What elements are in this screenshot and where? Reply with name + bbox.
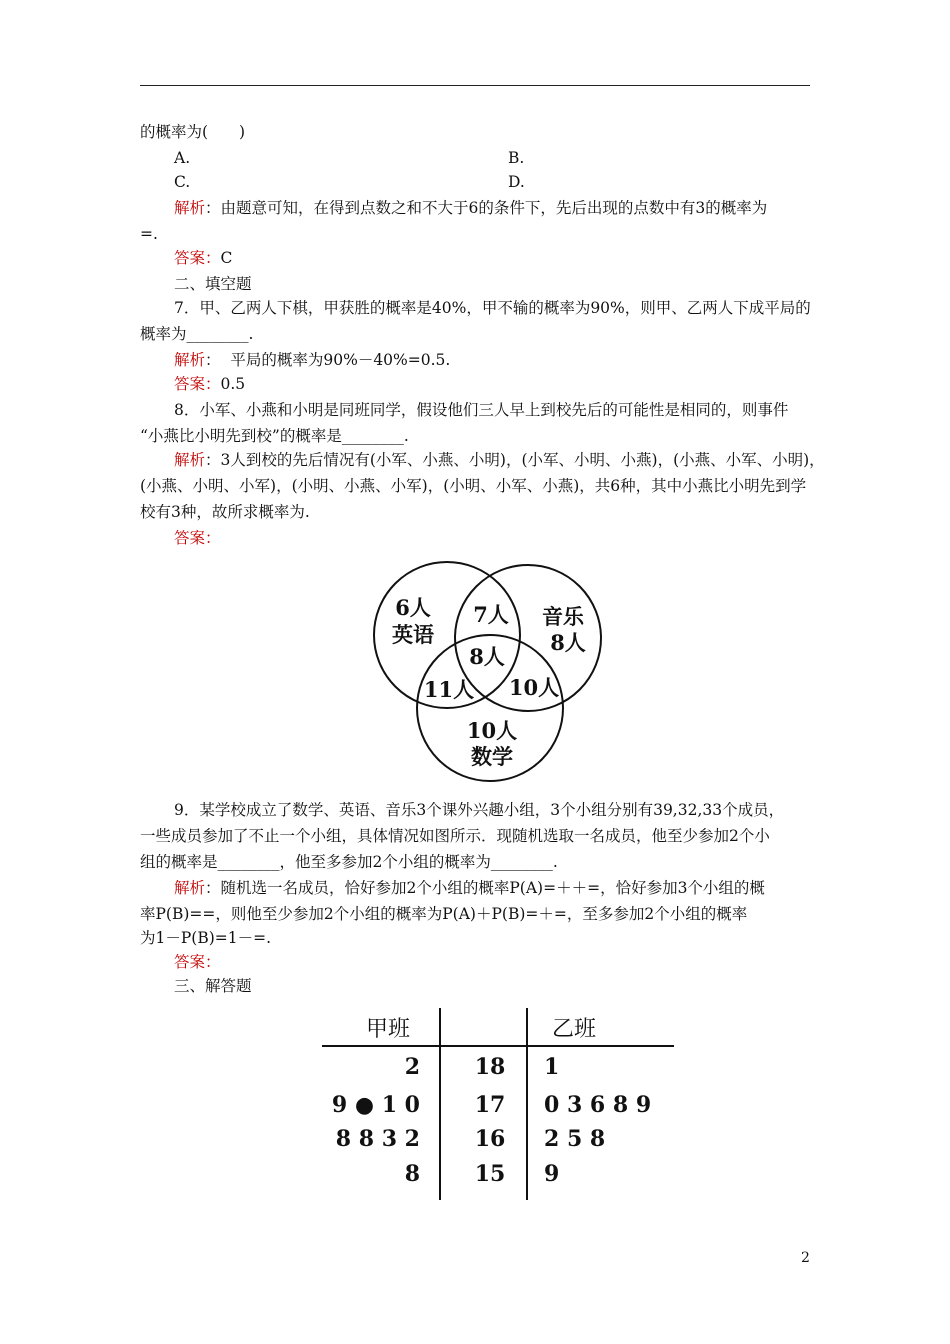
question-7-cont: 概率为________. — [140, 325, 254, 343]
music-count: 8人 — [550, 630, 586, 655]
english-math-count: 11人 — [423, 677, 475, 702]
answer-q6: 答案：C — [174, 249, 233, 267]
english-music-count: 7人 — [473, 602, 509, 627]
question-7: 7．甲、乙两人下棋，甲获胜的概率是40%，甲不输的概率为90%，则甲、乙两人下成平局的 — [174, 299, 811, 317]
row-18-stem: 18 — [474, 1054, 506, 1080]
answer-q9: 答案： — [174, 953, 221, 971]
section-solve: 三、解答题 — [174, 977, 252, 995]
all-three-count: 8人 — [469, 644, 505, 669]
option-d: D. — [508, 173, 525, 191]
row-15-right: 9 — [544, 1161, 560, 1187]
music-label: 音乐 — [542, 604, 584, 629]
math-label: 数学 — [471, 744, 513, 769]
question-9: 9．某学校成立了数学、英语、音乐3个课外兴趣小组，3个小组分别有39,32,33个成员， — [174, 801, 785, 819]
row-16-stem: 16 — [474, 1126, 506, 1152]
row-17-right: 0 3 6 8 9 — [544, 1092, 652, 1118]
row-15-stem: 15 — [474, 1161, 506, 1187]
row-16-left: 8 8 3 2 — [335, 1126, 420, 1152]
analysis-q9-line2: 率P(B)==，则他至少参加2个小组的概率为P(A)＋P(B)=＋=，至多参加2个小组的概率 — [140, 905, 748, 923]
answer-q8: 答案： — [174, 529, 221, 547]
option-b: B. — [508, 149, 525, 167]
analysis-q6-end: =. — [140, 225, 158, 243]
section-fill-blank: 二、填空题 — [174, 275, 252, 293]
option-a: A. — [174, 149, 191, 167]
english-label: 英语 — [392, 622, 434, 647]
row-18-right: 1 — [544, 1054, 560, 1080]
analysis-q9-line3: 为1－P(B)=1－=. — [140, 929, 272, 947]
question-9-cont: 一些成员参加了不止一个小组，具体情况如图所示．现随机选取一名成员，他至少参加2个小 — [140, 827, 770, 845]
math-count: 10人 — [466, 718, 518, 743]
question-6-tail: 的概率为( ) — [140, 123, 246, 141]
row-17-left: 9 ● 1 0 — [331, 1092, 420, 1118]
class-b-header: 乙班 — [551, 1017, 597, 1042]
analysis-q9: 解析：随机选一名成员，恰好参加2个小组的概率P(A)=＋＋=，恰好参加3个小组的概 — [174, 879, 765, 897]
row-16-right: 2 5 8 — [544, 1126, 606, 1152]
row-17-stem: 17 — [474, 1092, 506, 1118]
option-c: C. — [174, 173, 191, 191]
analysis-q7: 解析： 平局的概率为90%－40%=0.5. — [174, 351, 451, 369]
analysis-q8-line2: (小燕、小明、小军)，(小明、小燕、小军)，(小明、小军、小燕)，共6种，其中小燕比小明先到学 — [140, 477, 807, 495]
analysis-q6: 解析：由题意可知，在得到点数之和不大于6的条件下，先后出现的点数中有3的概率为 — [174, 199, 768, 217]
page-number: 2 — [801, 1250, 810, 1266]
analysis-q8: 解析：3人到校的先后情况有(小军、小燕、小明)，(小军、小明、小燕)，(小燕、小军、小明)， — [174, 451, 825, 469]
class-a-header: 甲班 — [365, 1017, 411, 1042]
answer-q7: 答案：0.5 — [174, 375, 246, 393]
row-15-left: 8 — [404, 1161, 420, 1187]
row-18-left: 2 — [404, 1054, 420, 1080]
music-math-count: 10人 — [508, 675, 560, 700]
stem-leaf-plot — [322, 1008, 678, 1202]
question-8: 8．小军、小燕和小明是同班同学，假设他们三人早上到校先后的可能性是相同的，则事件 — [174, 401, 789, 419]
english-count: 6人 — [395, 595, 431, 620]
header-rule — [140, 85, 810, 86]
venn-diagram — [372, 560, 586, 786]
analysis-q8-line3: 校有3种，故所求概率为. — [140, 503, 310, 521]
question-9-cont2: 组的概率是________，他至多参加2个小组的概率为________. — [140, 853, 558, 871]
question-8-cont: “小燕比小明先到校”的概率是________. — [140, 427, 409, 445]
